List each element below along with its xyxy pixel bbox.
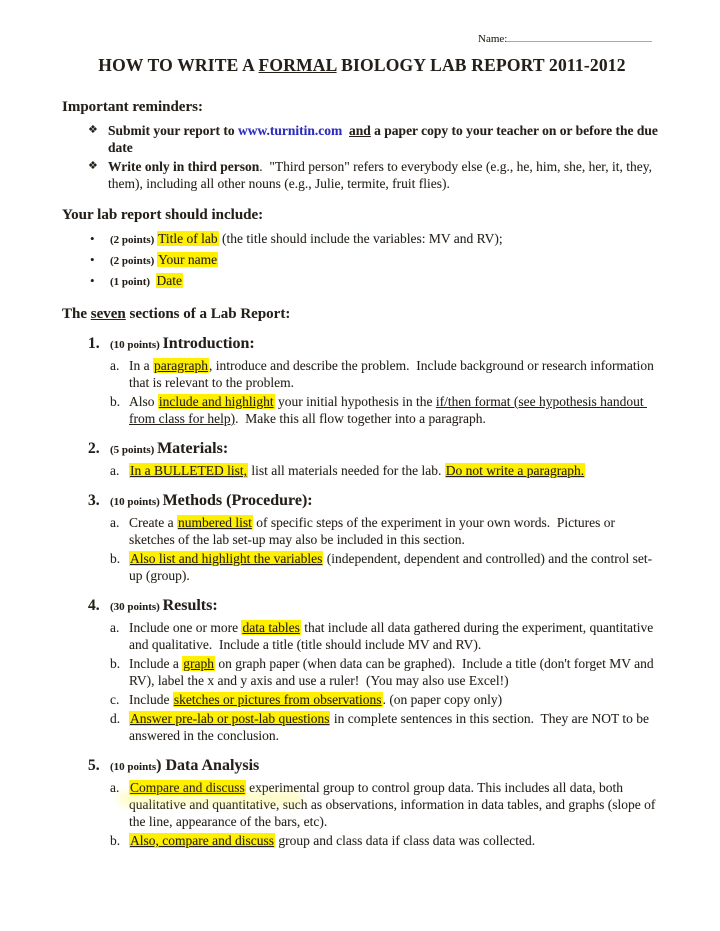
reminder-text: [108, 122, 662, 156]
list-item: [110, 462, 662, 479]
highlighter-smudge: [118, 792, 303, 805]
text-run: Also list and highlight the variables: [130, 551, 323, 566]
text-run: (10 points): [110, 496, 163, 508]
text-run: FORMAL: [258, 55, 337, 75]
text-run: . (on paper copy only): [382, 692, 503, 707]
text-run: Submit your report to: [108, 123, 239, 138]
text-run: (the title should include the variables: MV and RV);: [218, 231, 503, 246]
list-item-text: [129, 619, 662, 653]
text-run: [342, 123, 349, 138]
text-run: numbered list: [177, 515, 252, 530]
section-number: 4.: [88, 597, 100, 614]
text-run: BIOLOGY LAB REPORT 2011-2012: [336, 55, 626, 75]
text-run: Methods (Procedure):: [162, 492, 313, 509]
text-run: paragraph: [154, 358, 208, 373]
section-methods: [88, 491, 662, 584]
text-run: Date: [156, 273, 183, 288]
section-materials: [88, 439, 662, 479]
list-item: [110, 357, 662, 391]
list-item-letter: c.: [110, 692, 120, 707]
name-row: [478, 30, 662, 46]
include-item-text: [110, 251, 662, 270]
list-item: [110, 710, 662, 744]
text-run: Compare and discuss: [130, 780, 245, 795]
include-item: [90, 272, 662, 291]
list-item-letter: a.: [110, 620, 120, 635]
text-run: ) Data Analysis: [156, 757, 260, 774]
include-item: [90, 230, 662, 249]
text-run: , introduce and describe the problem. Include background or research information that is relevant to the problem.: [129, 358, 658, 390]
text-run: of specific steps of the experiment in your own words. Pictures or sketches of the lab set-up may also be included in this section.: [129, 515, 619, 547]
list-item-letter: a.: [110, 358, 120, 373]
name-blank-line: [507, 30, 652, 42]
section-heading-text: [110, 596, 218, 617]
list-item-letter: b.: [110, 833, 121, 848]
list-item: [110, 691, 662, 708]
diamond-bullet-icon: ❖: [88, 160, 98, 172]
dot-bullet-icon: •: [90, 273, 95, 288]
section-number: 2.: [88, 440, 100, 457]
section-number: 3.: [88, 492, 100, 509]
list-item-text: [129, 691, 662, 708]
text-run: In a: [129, 358, 153, 373]
text-run: list all materials needed for the lab.: [247, 463, 445, 478]
text-run: Title of lab: [158, 231, 218, 246]
text-run: your initial hypothesis in the: [274, 394, 436, 409]
include-item: [90, 251, 662, 270]
text-run: group and class data if class data was collected.: [274, 833, 536, 848]
include-heading: Your lab report should include:: [62, 207, 264, 223]
text-run: Include: [129, 692, 173, 707]
text-run: include and highlight: [158, 394, 274, 409]
text-run: seven: [90, 306, 126, 322]
section-heading-text: [110, 756, 259, 777]
include-item-text: [110, 230, 662, 249]
section-introduction: [88, 334, 662, 427]
reminders-list: [88, 122, 662, 192]
section-heading-text: [110, 439, 228, 460]
text-run: . Make this all flow together into a paragraph.: [235, 411, 486, 426]
list-item-text: [129, 462, 662, 479]
text-run: sections of a Lab Report:: [125, 306, 291, 322]
text-run: if/then format (see hypothesis handout from class for help): [129, 394, 647, 426]
list-item-text: [129, 710, 662, 744]
turnitin-link[interactable]: www.turnitin.com: [238, 123, 343, 138]
text-run: Also: [129, 394, 158, 409]
text-run: graph: [183, 656, 214, 671]
diamond-bullet-icon: ❖: [88, 124, 98, 136]
dot-bullet-icon: •: [90, 231, 95, 246]
section-number: 5.: [88, 757, 100, 774]
section-heading: [88, 439, 662, 460]
reminder-item: [88, 158, 662, 192]
text-run: Write only in third person: [108, 159, 260, 174]
list-item-text: [129, 393, 662, 427]
text-run: (1 point): [110, 276, 156, 288]
text-run: Answer pre-lab or post-lab questions: [130, 711, 330, 726]
reminder-text: [108, 158, 662, 192]
list-item: [110, 514, 662, 548]
text-run: Introduction:: [162, 335, 255, 352]
list-item: [110, 832, 662, 849]
text-run: . "Third person" refers to everybody else (e.g., he, him, she, her, it, they, them), including all other nouns (e.g., Julie, termite, fruit flies).: [108, 159, 656, 191]
include-list: [90, 230, 662, 291]
text-run: Materials:: [157, 440, 229, 457]
section-heading: [88, 596, 662, 617]
section-number: 1.: [88, 335, 100, 352]
list-item-text: [129, 514, 662, 548]
list-item-letter: a.: [110, 780, 120, 795]
list-item-letter: d.: [110, 711, 121, 726]
text-run: on graph paper (when data can be graphed). Include a title (don't forget MV and RV), label the x and y axis and use a ruler! (You may also use Excel!): [129, 656, 658, 688]
text-run: Results:: [162, 597, 218, 614]
text-run: Include one or more: [129, 620, 242, 635]
name-label: Name:: [478, 33, 508, 45]
sections-heading: [62, 305, 662, 324]
list-item: [110, 550, 662, 584]
text-run: data tables: [242, 620, 300, 635]
text-run: HOW TO WRITE A: [98, 55, 259, 75]
list-item-letter: b.: [110, 394, 121, 409]
list-item-text: [129, 832, 662, 849]
text-run: (5 points): [110, 444, 158, 456]
text-run: sketches or pictures from observations: [173, 692, 382, 707]
text-run: (10 points): [110, 339, 163, 351]
text-run: (2 points): [110, 255, 158, 267]
include-item-text: [110, 272, 662, 291]
text-run: experimental group to control group data. This includes all data, both qualitative and quantitative, such as observations, information in data tables, and graphs (slope of the line, appearance of the bars, etc).: [129, 780, 659, 829]
list-item-letter: a.: [110, 463, 120, 478]
list-item-letter: b.: [110, 656, 121, 671]
text-run: in complete sentences in this section. They are NOT to be answered in the conclusion.: [129, 711, 653, 743]
list-item-letter: a.: [110, 515, 120, 530]
dot-bullet-icon: •: [90, 252, 95, 267]
section-heading: [88, 756, 662, 777]
list-item: [110, 393, 662, 427]
section-heading-text: [110, 491, 313, 512]
list-item: [110, 619, 662, 653]
text-run: In a BULLETED list,: [130, 463, 247, 478]
text-run: Create a: [129, 515, 177, 530]
text-run: and: [349, 123, 371, 138]
reminder-item: [88, 122, 662, 156]
text-run: Do not write a paragraph.: [445, 463, 585, 478]
section-heading: [88, 334, 662, 355]
section-results: [88, 596, 662, 744]
page-title: [62, 53, 662, 77]
list-item-text: [129, 357, 662, 391]
section-heading: [88, 491, 662, 512]
list-item-letter: b.: [110, 551, 121, 566]
reminders-heading: Important reminders:: [62, 99, 203, 115]
text-run: (independent, dependent and controlled) and the control set-up (group).: [129, 551, 653, 583]
text-run: Include a: [129, 656, 183, 671]
text-run: (30 points): [110, 601, 163, 613]
section-heading-text: [110, 334, 255, 355]
text-run: (2 points): [110, 234, 158, 246]
list-item-text: [129, 550, 662, 584]
text-run: a paper copy to your teacher on or before the due date: [108, 123, 662, 155]
text-run: Also, compare and discuss: [130, 833, 274, 848]
text-run: that include all data gathered during the experiment, quantitative and qualitative. Include a title (title should include MV and RV).: [129, 620, 657, 652]
text-run: (10 points: [110, 761, 157, 773]
text-run: The: [62, 306, 91, 322]
text-run: Your name: [158, 252, 218, 267]
list-item: [110, 655, 662, 689]
list-item-text: [129, 655, 662, 689]
